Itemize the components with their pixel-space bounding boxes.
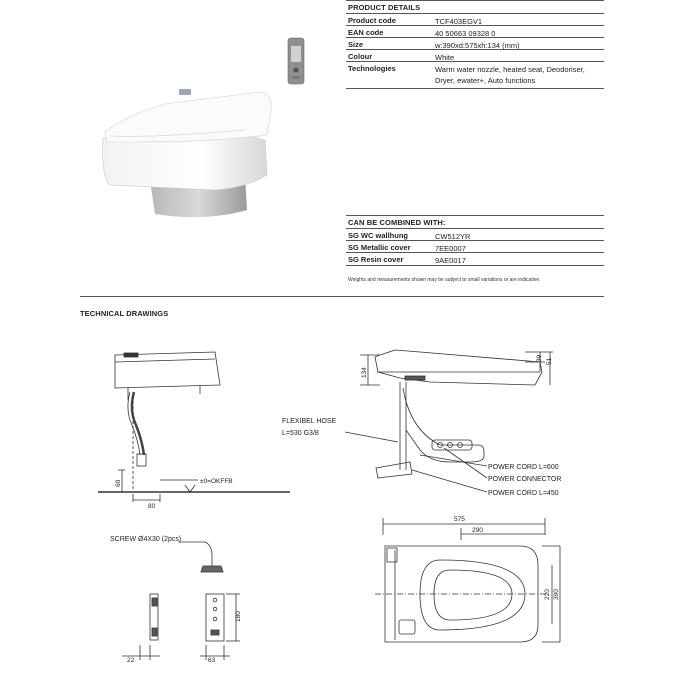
label-power-cord-600: POWER CORD L=600 [488,464,559,471]
spec-label: Size [348,40,364,49]
combined-value: 9AE0017 [435,256,466,265]
dim-51: 51 [546,357,553,365]
label-screw: SCREW Ø4X30 (2pcs) [110,536,182,543]
bracket-front-drawing [200,594,240,660]
combined-label: SG Metallic cover [348,243,411,252]
technical-drawings-title: TECHNICAL DRAWINGS [80,309,169,318]
label-power-connector: POWER CONNECTOR [488,476,562,483]
disclaimer-text: Weights and measurements shown may be subject to small variations or are indicative. [348,277,541,283]
label-flexible-hose-spec: L=530 G3/8 [282,430,319,437]
spec-label: Product code [348,16,396,25]
spec-label: EAN code [348,28,384,37]
bracket-side-drawing [122,594,160,660]
dim-180: 180 [235,611,242,622]
combined-title: CAN BE COMBINED WITH: [348,218,446,227]
spec-value: Warm water nozzle, heated seat, Deodoriser, Dryer, ewater+, Auto functions [435,65,585,85]
side-elevation-drawing [98,352,290,502]
combined-label: SG Resin cover [348,255,404,264]
dim-390: 390 [553,589,560,600]
spec-value: 40 50663 09328 0 [435,29,496,38]
dim-22: 22 [127,657,135,664]
combined-value: CW512YR [435,232,471,241]
label-ffb: ±0=OKFFB [200,478,233,485]
top-view-drawing [375,518,560,642]
dim-575: 575 [454,516,465,523]
combined-label: SG WC wallhung [348,231,408,240]
screw-drawing [178,542,223,572]
label-flexible-hose: FLEXIBEL HOSE [282,418,337,425]
dim-290: 290 [472,527,483,534]
spec-label: Technologies [348,64,396,73]
dim-80: 80 [148,503,156,510]
spec-label: Colour [348,52,373,61]
product-details-title: PRODUCT DETAILS [348,3,421,12]
spec-value: w:390xd:575xh:134 (mm) [435,41,520,50]
dim-39: 39 [536,354,543,362]
dim-134: 134 [361,367,368,378]
spec-value: White [435,53,455,62]
dim-220: 220 [544,589,551,600]
label-power-cord-450: POWER CORD L=450 [488,490,559,497]
dim-60: 60 [115,479,122,487]
dim-63: 63 [208,657,216,664]
spec-value: TCF403EGV1 [435,17,483,26]
combined-value: 7EE0007 [435,244,466,253]
